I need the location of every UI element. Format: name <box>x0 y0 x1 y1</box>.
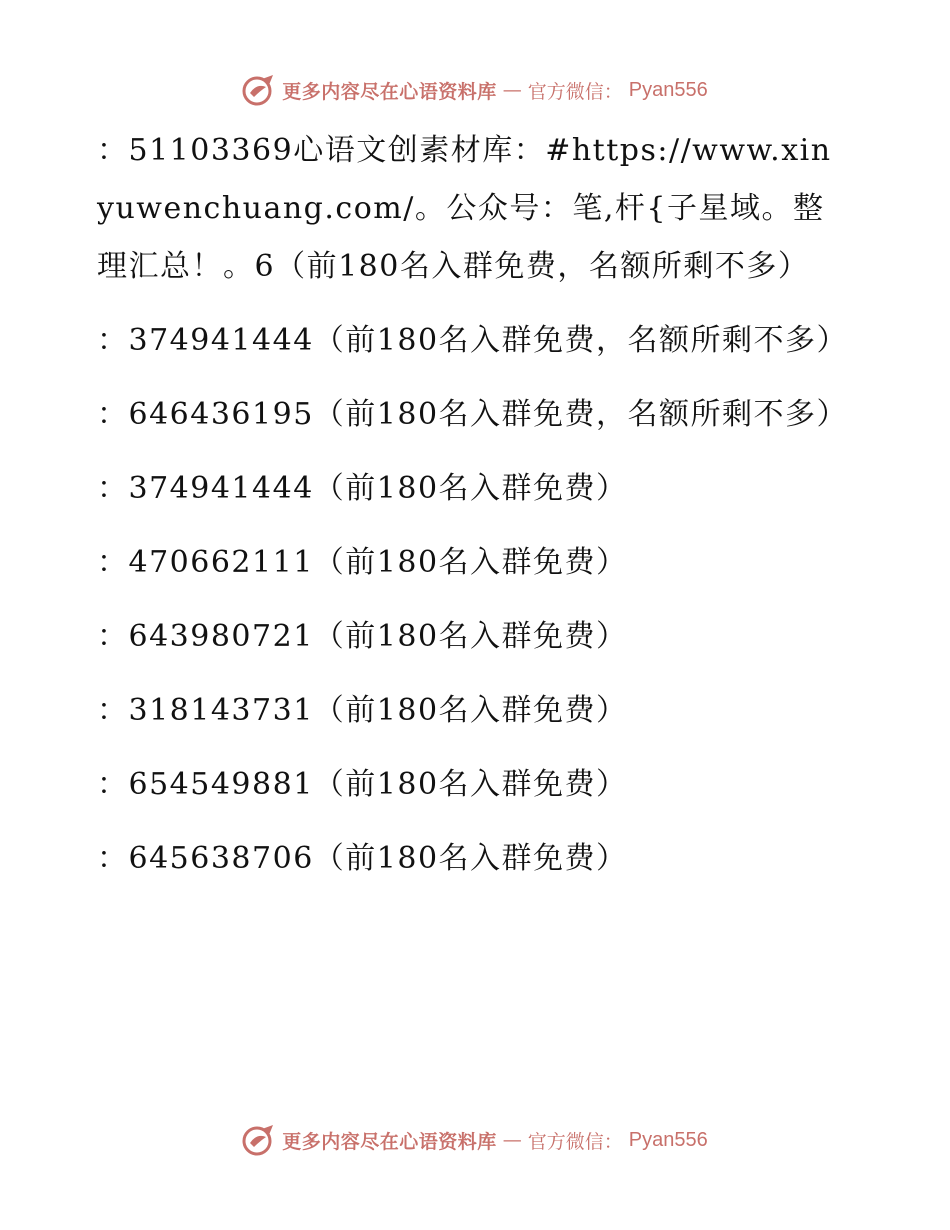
paragraph: ：374941444（前180名入群免费） <box>97 471 628 506</box>
footer-banner <box>0 1120 950 1160</box>
banner-main-text: 更多内容尽在心语资料库 <box>282 1130 497 1153</box>
paragraph: ：643980721（前180名入群免费） <box>97 619 628 654</box>
paragraph: ：318143731（前180名入群免费） <box>97 693 628 728</box>
brush-logo-icon <box>242 1123 276 1157</box>
banner-main-text: 更多内容尽在心语资料库 <box>282 80 497 103</box>
banner-dash: — <box>502 79 522 101</box>
paragraph: ：646436195（前180名入群免费，名额所剩不多） <box>97 397 849 432</box>
banner-dash: — <box>502 1129 522 1151</box>
banner-sub-text: 官方微信： <box>527 1130 623 1153</box>
banner-wechat-id: Pyan556 <box>628 78 708 101</box>
header-banner <box>0 70 950 110</box>
paragraph: ：645638706（前180名入群免费） <box>97 841 628 876</box>
paragraph: ：470662111（前180名入群免费） <box>97 545 628 580</box>
banner-wechat-id: Pyan556 <box>628 1128 708 1151</box>
document-body <box>97 122 849 904</box>
paragraph: ：51103369心语文创素材库：#https://www.xinyuwenchuang.com/。公众号：笔,杆{子星域。整理汇总！。6（前180名入群免费，名额所剩不多） <box>97 133 832 284</box>
banner-sub-text: 官方微信： <box>527 80 623 103</box>
paragraph: ：374941444（前180名入群免费，名额所剩不多） <box>97 323 849 358</box>
paragraph: ：654549881（前180名入群免费） <box>97 767 628 802</box>
brush-logo-icon <box>242 73 276 107</box>
